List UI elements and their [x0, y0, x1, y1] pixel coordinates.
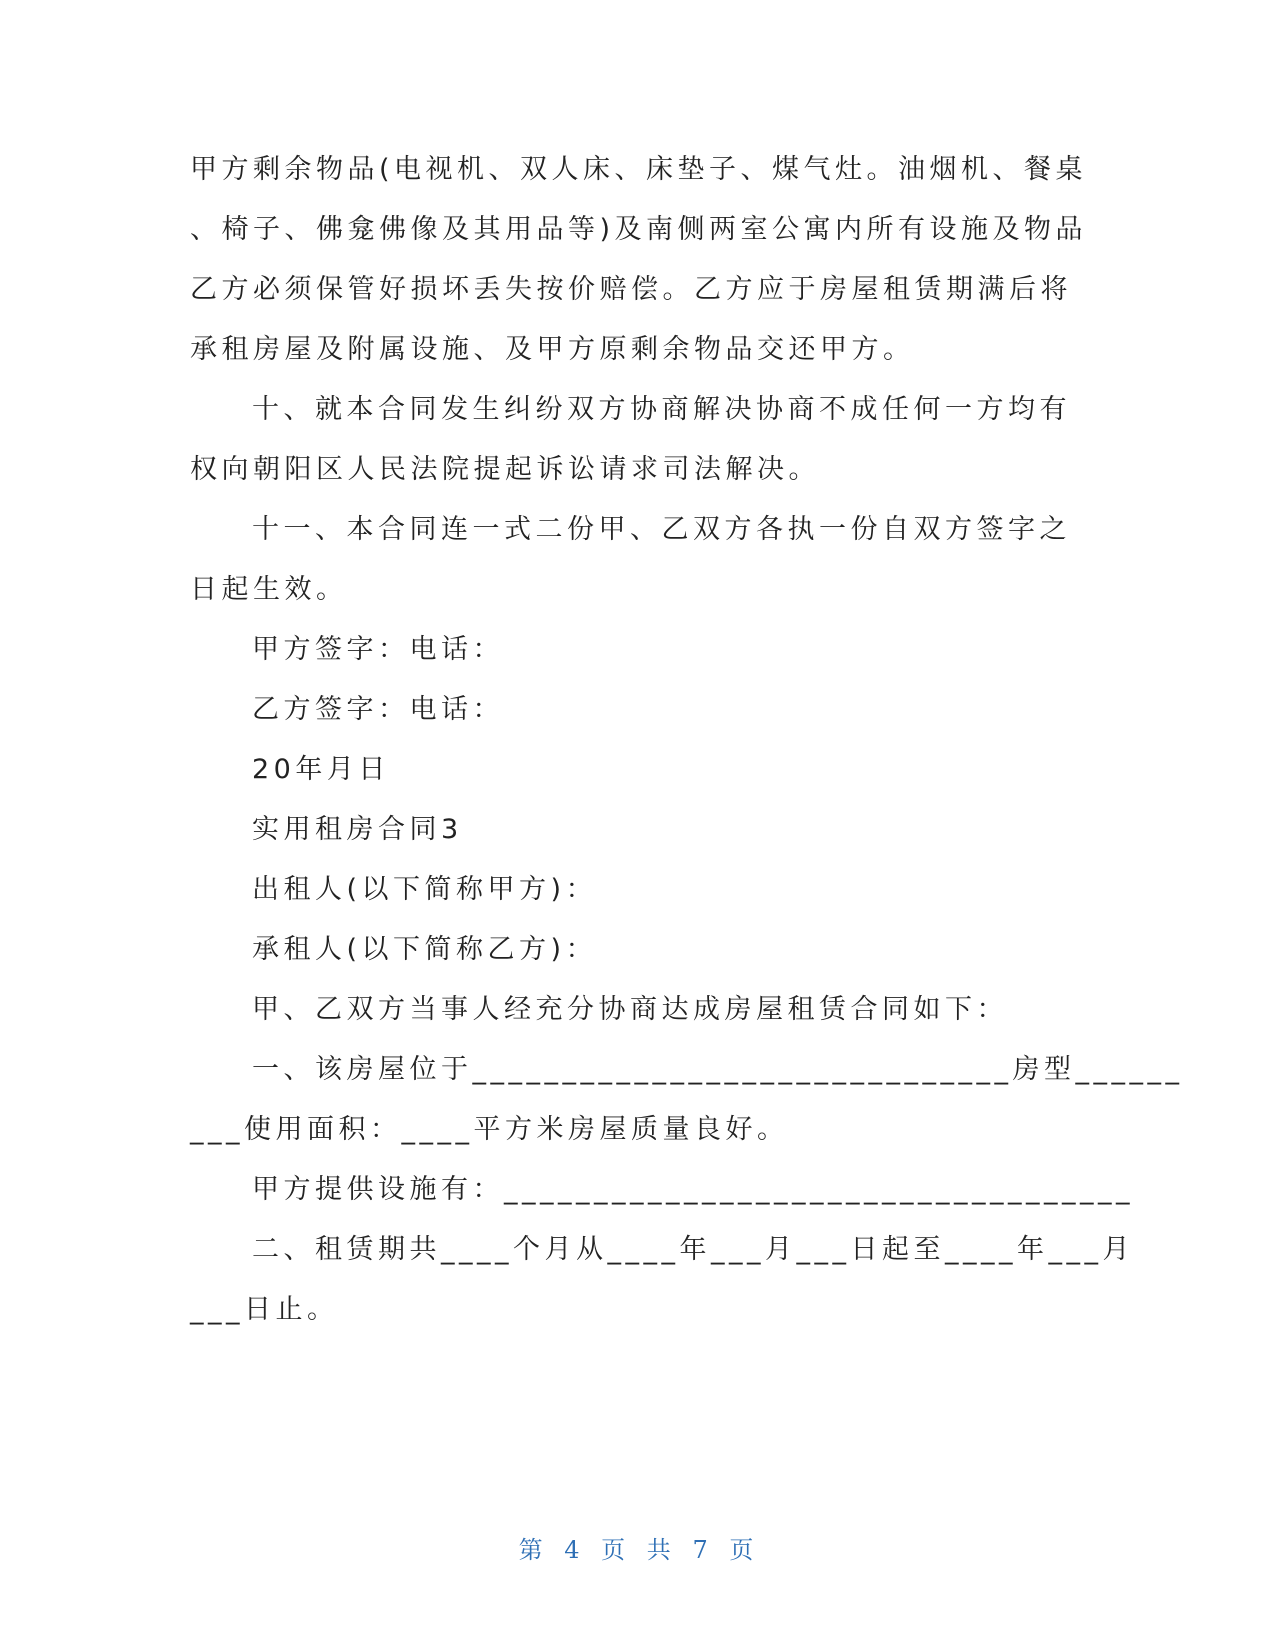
- lessee-line: 承租人(以下简称乙方)：: [252, 934, 598, 965]
- page-number: 第 4 页 共 7 页: [518, 1536, 757, 1564]
- signature-date: 20年月日: [252, 754, 390, 785]
- text-line: 承租房屋及附属设施、及甲方原剩余物品交还甲方。: [190, 334, 915, 365]
- party-b-signature: 乙方签字：电话：: [252, 694, 504, 725]
- text-line: 甲方剩余物品(电视机、双人床、床垫子、煤气灶。油烟机、餐桌: [190, 154, 1088, 185]
- text-line: ___使用面积：____平方米房屋质量良好。: [190, 1114, 789, 1145]
- party-a-signature: 甲方签字：电话：: [252, 634, 504, 665]
- lessor-line: 出租人(以下简称甲方)：: [252, 874, 598, 905]
- clause-ten: 十、就本合同发生纠纷双方协商解决协商不成任何一方均有: [252, 394, 1071, 425]
- text-line: ___日止。: [190, 1294, 339, 1325]
- text-line: 乙方必须保管好损坏丢失按价赔偿。乙方应于房屋租赁期满后将: [190, 274, 1072, 305]
- facilities-line: 甲方提供设施有：___________________________________: [252, 1174, 1134, 1205]
- text-line: 日起生效。: [190, 574, 348, 605]
- clause-eleven: 十一、本合同连一式二份甲、乙双方各执一份自双方签字之: [252, 514, 1071, 545]
- document-body: [190, 140, 1184, 1340]
- agreement-intro: 甲、乙双方当事人经充分协商达成房屋租赁合同如下：: [252, 994, 1008, 1025]
- text-line: 权向朝阳区人民法院提起诉讼请求司法解决。: [190, 454, 820, 485]
- clause-one: 一、该房屋位于______________________________房型______: [252, 1054, 1184, 1085]
- text-line: 、椅子、佛龛佛像及其用品等)及南侧两室公寓内所有设施及物品: [190, 214, 1088, 245]
- contract-heading: 实用租房合同3: [252, 814, 463, 845]
- clause-two: 二、租赁期共____个月从____年___月___日起至____年___月: [252, 1234, 1134, 1265]
